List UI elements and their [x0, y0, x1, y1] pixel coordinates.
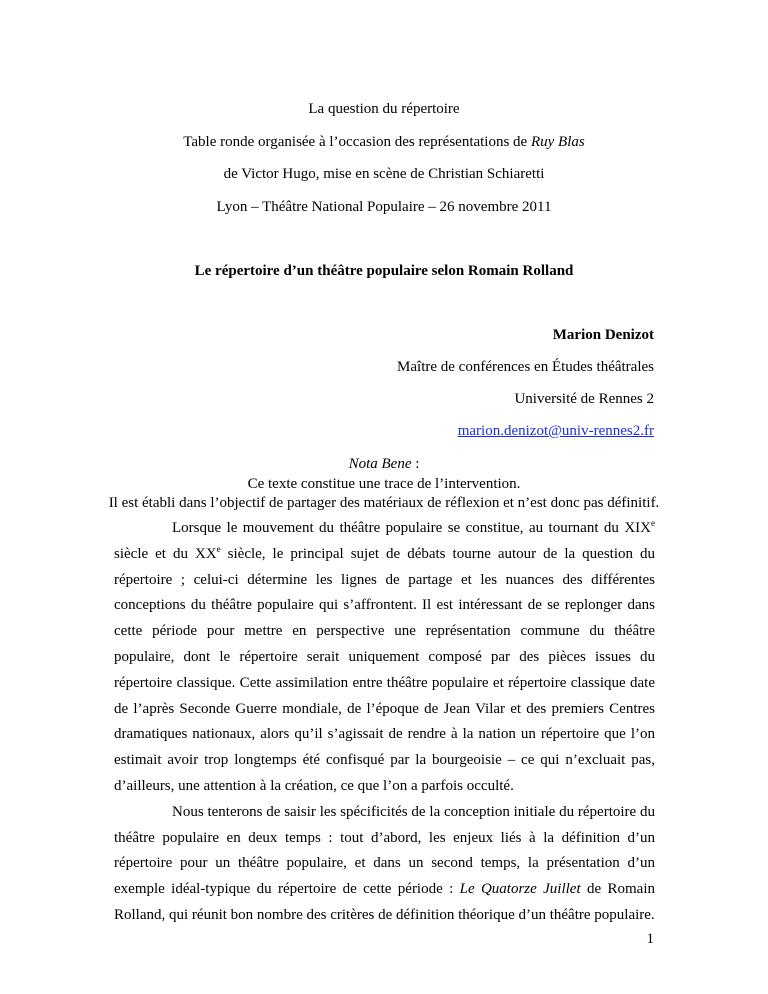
paragraph-1-part-b: siècle et du XX — [114, 545, 217, 562]
nota-bene-line-2: Il est établi dans l’objectif de partager des matériaux de réflexion et n’est donc pas définitif. — [108, 495, 660, 511]
paragraph-1 — [114, 516, 655, 800]
paragraph-2-part-b: de Romain Rolland, qui réunit bon nombre des critères de définition théorique d’un théâtre populaire. — [114, 881, 655, 923]
header-play-title: Ruy Blas — [530, 134, 585, 150]
author-email-link[interactable] — [458, 422, 654, 440]
nota-bene-label: Nota Bene — [348, 456, 412, 472]
document-title: Le répertoire d’un théâtre populaire selon Romain Rolland — [194, 263, 574, 279]
superscript-e-1: e — [651, 518, 655, 528]
nota-bene-heading — [0, 455, 768, 473]
page-number: 1 — [646, 931, 654, 947]
paragraph-2 — [114, 800, 655, 929]
superscript-e-2: e — [216, 543, 221, 554]
paragraph-2-part-a: Nous tenterons de saisir les spécificités de la conception initiale du répertoire du théâtre populaire en deux temps : tout d’abord, les enjeux liés à la définition d’un répertoire pour un théâtre populaire, et dans un second temps, la présentation d’un exemple idéal-typique du répertoire de cette période : — [114, 803, 655, 898]
header-line-2-text: Table ronde organisée à l’occasion des représentations de — [183, 134, 531, 150]
play-title-quatorze-juillet: Le Quatorze Juillet — [459, 881, 581, 898]
nota-bene-colon: : — [411, 456, 420, 472]
author-institution: Université de Rennes 2 — [514, 391, 654, 407]
author-name: Marion Denizot — [552, 327, 654, 343]
paragraph-1-part-a: Lorsque le mouvement du théâtre populaire se constitue, au tournant du XIX — [172, 520, 651, 536]
body-text — [114, 516, 655, 929]
header-line-4: Lyon – Théâtre National Populaire – 26 novembre 2011 — [216, 199, 552, 215]
nota-bene-line-1: Ce texte constitue une trace de l’intervention. — [247, 476, 521, 492]
author-email[interactable]: marion.denizot@univ-rennes2.fr — [457, 423, 654, 439]
header-line-3: de Victor Hugo, mise en scène de Christian Schiaretti — [223, 166, 545, 182]
author-position: Maître de conférences en Études théâtrales — [397, 359, 654, 375]
header-line-1: La question du répertoire — [308, 101, 460, 117]
paragraph-1-part-c: siècle, le principal sujet de débats tourne autour de la question du répertoire ; celui-ci détermine les lignes de partage et les nuances des différentes conceptions du théâtre populaire qui s’affrontent. Il est intéressant de se replonger dans cette période pour mettre en perspective une représentation commune du théâtre populaire, dont le répertoire serait uniquement composé par des pièces issues du répertoire classique. Cette assimilation entre théâtre populaire et répertoire classique date de l’après Seconde Guerre mondiale, de l’époque de Jean Vilar et des premiers Centres dramatiques nationaux, alors qu’il s’agissait de rendre à la nation un répertoire que l’on estimait avoir trop longtemps été confisqué par la bourgeoisie – ce qui n’excluait pas, d’ailleurs, une attention à la création, ce que l’on a parfois occulté. — [114, 545, 656, 794]
header-line-2 — [0, 133, 768, 151]
